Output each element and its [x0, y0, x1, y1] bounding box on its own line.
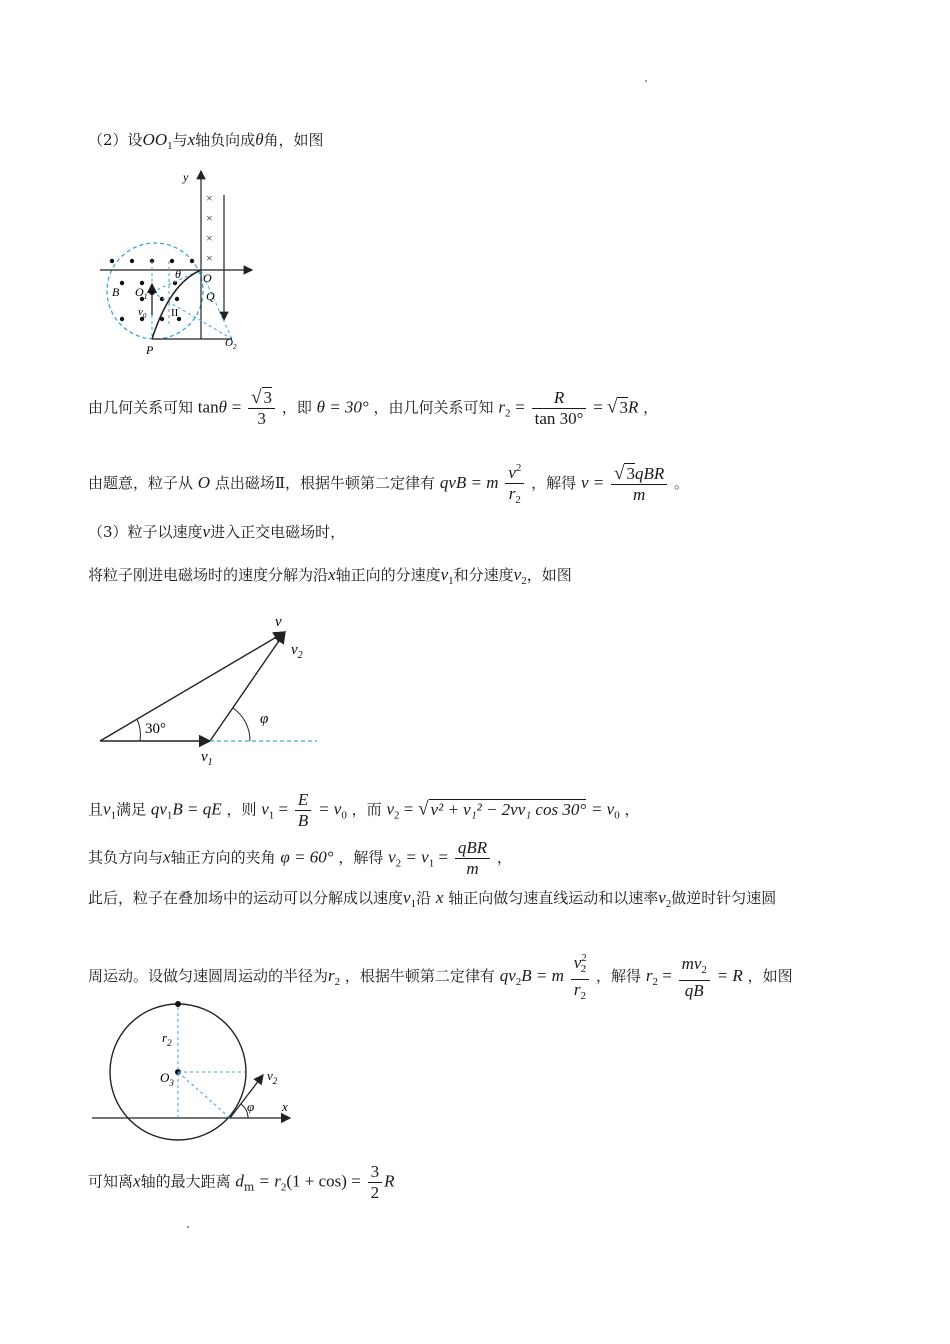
figure-velocity-triangle: [95, 610, 335, 770]
e-over-b: $\frac{E}{B}$: [295, 790, 311, 831]
theta-label: θ: [175, 267, 181, 281]
field-dot: [130, 259, 134, 263]
sqrt3-over-3: $\frac{√ 3}{3}$: [248, 388, 275, 429]
field-dot: [175, 297, 179, 301]
v2-squared-over-r2: $\frac{v^2_2}{r_2}$: [571, 948, 590, 1006]
three-halves: $\frac{3}{2}$: [368, 1162, 383, 1203]
v2-label-fig3: $v_2$: [267, 1068, 278, 1086]
field-crosses: [206, 191, 213, 265]
field-dot: [170, 259, 174, 263]
dashed-radius-diag: [178, 1072, 230, 1118]
cross-mark: ×: [206, 191, 213, 205]
v-label: v: [275, 614, 282, 630]
cross-mark: ×: [206, 251, 213, 265]
o1-label: $O_1$: [135, 285, 148, 301]
y-axis-label: y: [183, 170, 189, 184]
field-dot: [110, 259, 114, 263]
origin-label: O: [203, 271, 212, 285]
region-ii-label: II: [171, 307, 179, 319]
v1-condition-line: 且$v_1$满足 $qv_1B$ = qE ，则 $v_1$ = $\frac{E}{B}$ = $v_0$ ，而 $v_2$ = √ v² + v₁² − 2vv₁ $\cos 30^\circ = v_0$ ，: [88, 790, 640, 830]
figure-circular-motion: [90, 998, 310, 1143]
field-dot: [120, 281, 124, 285]
top-point: [175, 1001, 181, 1007]
v2-vector: [210, 632, 285, 741]
geometry-relation-line: 由几何关系可知 tanθ = $\frac{√ 3}{3}$ ，即 θ = 30° ，由几何关系可知 $r_2$ = $\frac{R}{\tan 30^\circ}$ = √ 3R ，: [88, 387, 659, 428]
figure-magnetic-field: [95, 165, 295, 365]
field-dot: [190, 259, 194, 263]
page-speck-bottom: [187, 1226, 189, 1228]
cross-mark: ×: [206, 231, 213, 245]
o2-label: $O_2$: [225, 337, 237, 351]
b-label: B: [112, 285, 120, 299]
newton-law-line: 由题意，粒子从 O 点出磁场Ⅱ，根据牛顿第二定律有 qvB = m $\frac{v^2}{r_2}$ ，解得 v = $\frac{\text{√ 3qBR}}{m}$ 。: [88, 458, 689, 510]
dashed-field-circle: [107, 243, 203, 339]
v-squared-over-r2: $\frac{v^2}{r_2}$: [505, 458, 524, 510]
circular-motion-line: 周运动。设做匀速圆周运动的半径为$r_2$ ，根据牛顿第二定律有 $qv_2B = m$ $\frac{v^2_2}{r_2}$ ，解得 $r_2$ = $\frac{mv_2}{qB}$ = R ，如图: [88, 948, 793, 1006]
phi-label-fig3: φ: [247, 1099, 255, 1114]
dashed-o1-o2: [152, 292, 232, 339]
angle-solution-line: 其负方向与x轴正方向的夹角 φ = 60° ，解得 $v_2 = v_1$ = $\frac{\text{qBR}}{m}$ ，: [88, 838, 512, 878]
qbr-over-m: $\frac{\text{qBR}}{m}$: [455, 838, 490, 879]
v-solution-fraction: $\frac{\text{√ 3qBR}}{m}$: [611, 464, 667, 505]
center-o1: [149, 289, 155, 295]
angle30-label: 30°: [145, 721, 166, 737]
v2-label: $v_2$: [291, 642, 303, 661]
r2-label-fig3: $r_2$: [162, 1030, 172, 1048]
x-label-fig3: x: [282, 1099, 288, 1114]
angle30-arc: [137, 719, 140, 741]
phi-label: φ: [260, 711, 269, 727]
v-vector: [100, 632, 285, 741]
mv2-over-qb: $\frac{mv_2}{qB}$: [679, 954, 710, 1001]
section3-intro: （3）粒子以速度v进入正交电磁场时，: [88, 522, 346, 541]
max-distance-line: 可知离x轴的最大距离 $d_m = r_2(1 + \cos)$ = $\frac{3}{2}$ R: [88, 1162, 395, 1202]
r-over-tan30: $\frac{R}{\tan 30^\circ}$: [532, 388, 587, 429]
cross-mark: ×: [206, 211, 213, 225]
v1-label: $v_1$: [201, 749, 213, 768]
p-label: P: [146, 343, 154, 357]
phi-arc: [233, 708, 250, 741]
section2-intro: （2）设$OO_1$与x轴负向成θ角，如图: [88, 130, 324, 152]
q-label: Q: [206, 289, 215, 303]
velocity-decompose-line: 将粒子刚进电磁场时的速度分解为沿x轴正向的分速度$v_1$和分速度$v_2$，如图: [88, 565, 572, 587]
field-dot: [120, 317, 124, 321]
motion-decompose-line: 此后，粒子在叠加场中的运动可以分解成以速度$v_1$沿 x 轴正向做匀速直线运动和以速率$v_2$做逆时针匀速圆: [88, 888, 777, 910]
v0-label: $v_0$: [138, 306, 147, 320]
page-speck-top: [645, 80, 647, 82]
o3-label: $O_3$: [160, 1070, 174, 1088]
